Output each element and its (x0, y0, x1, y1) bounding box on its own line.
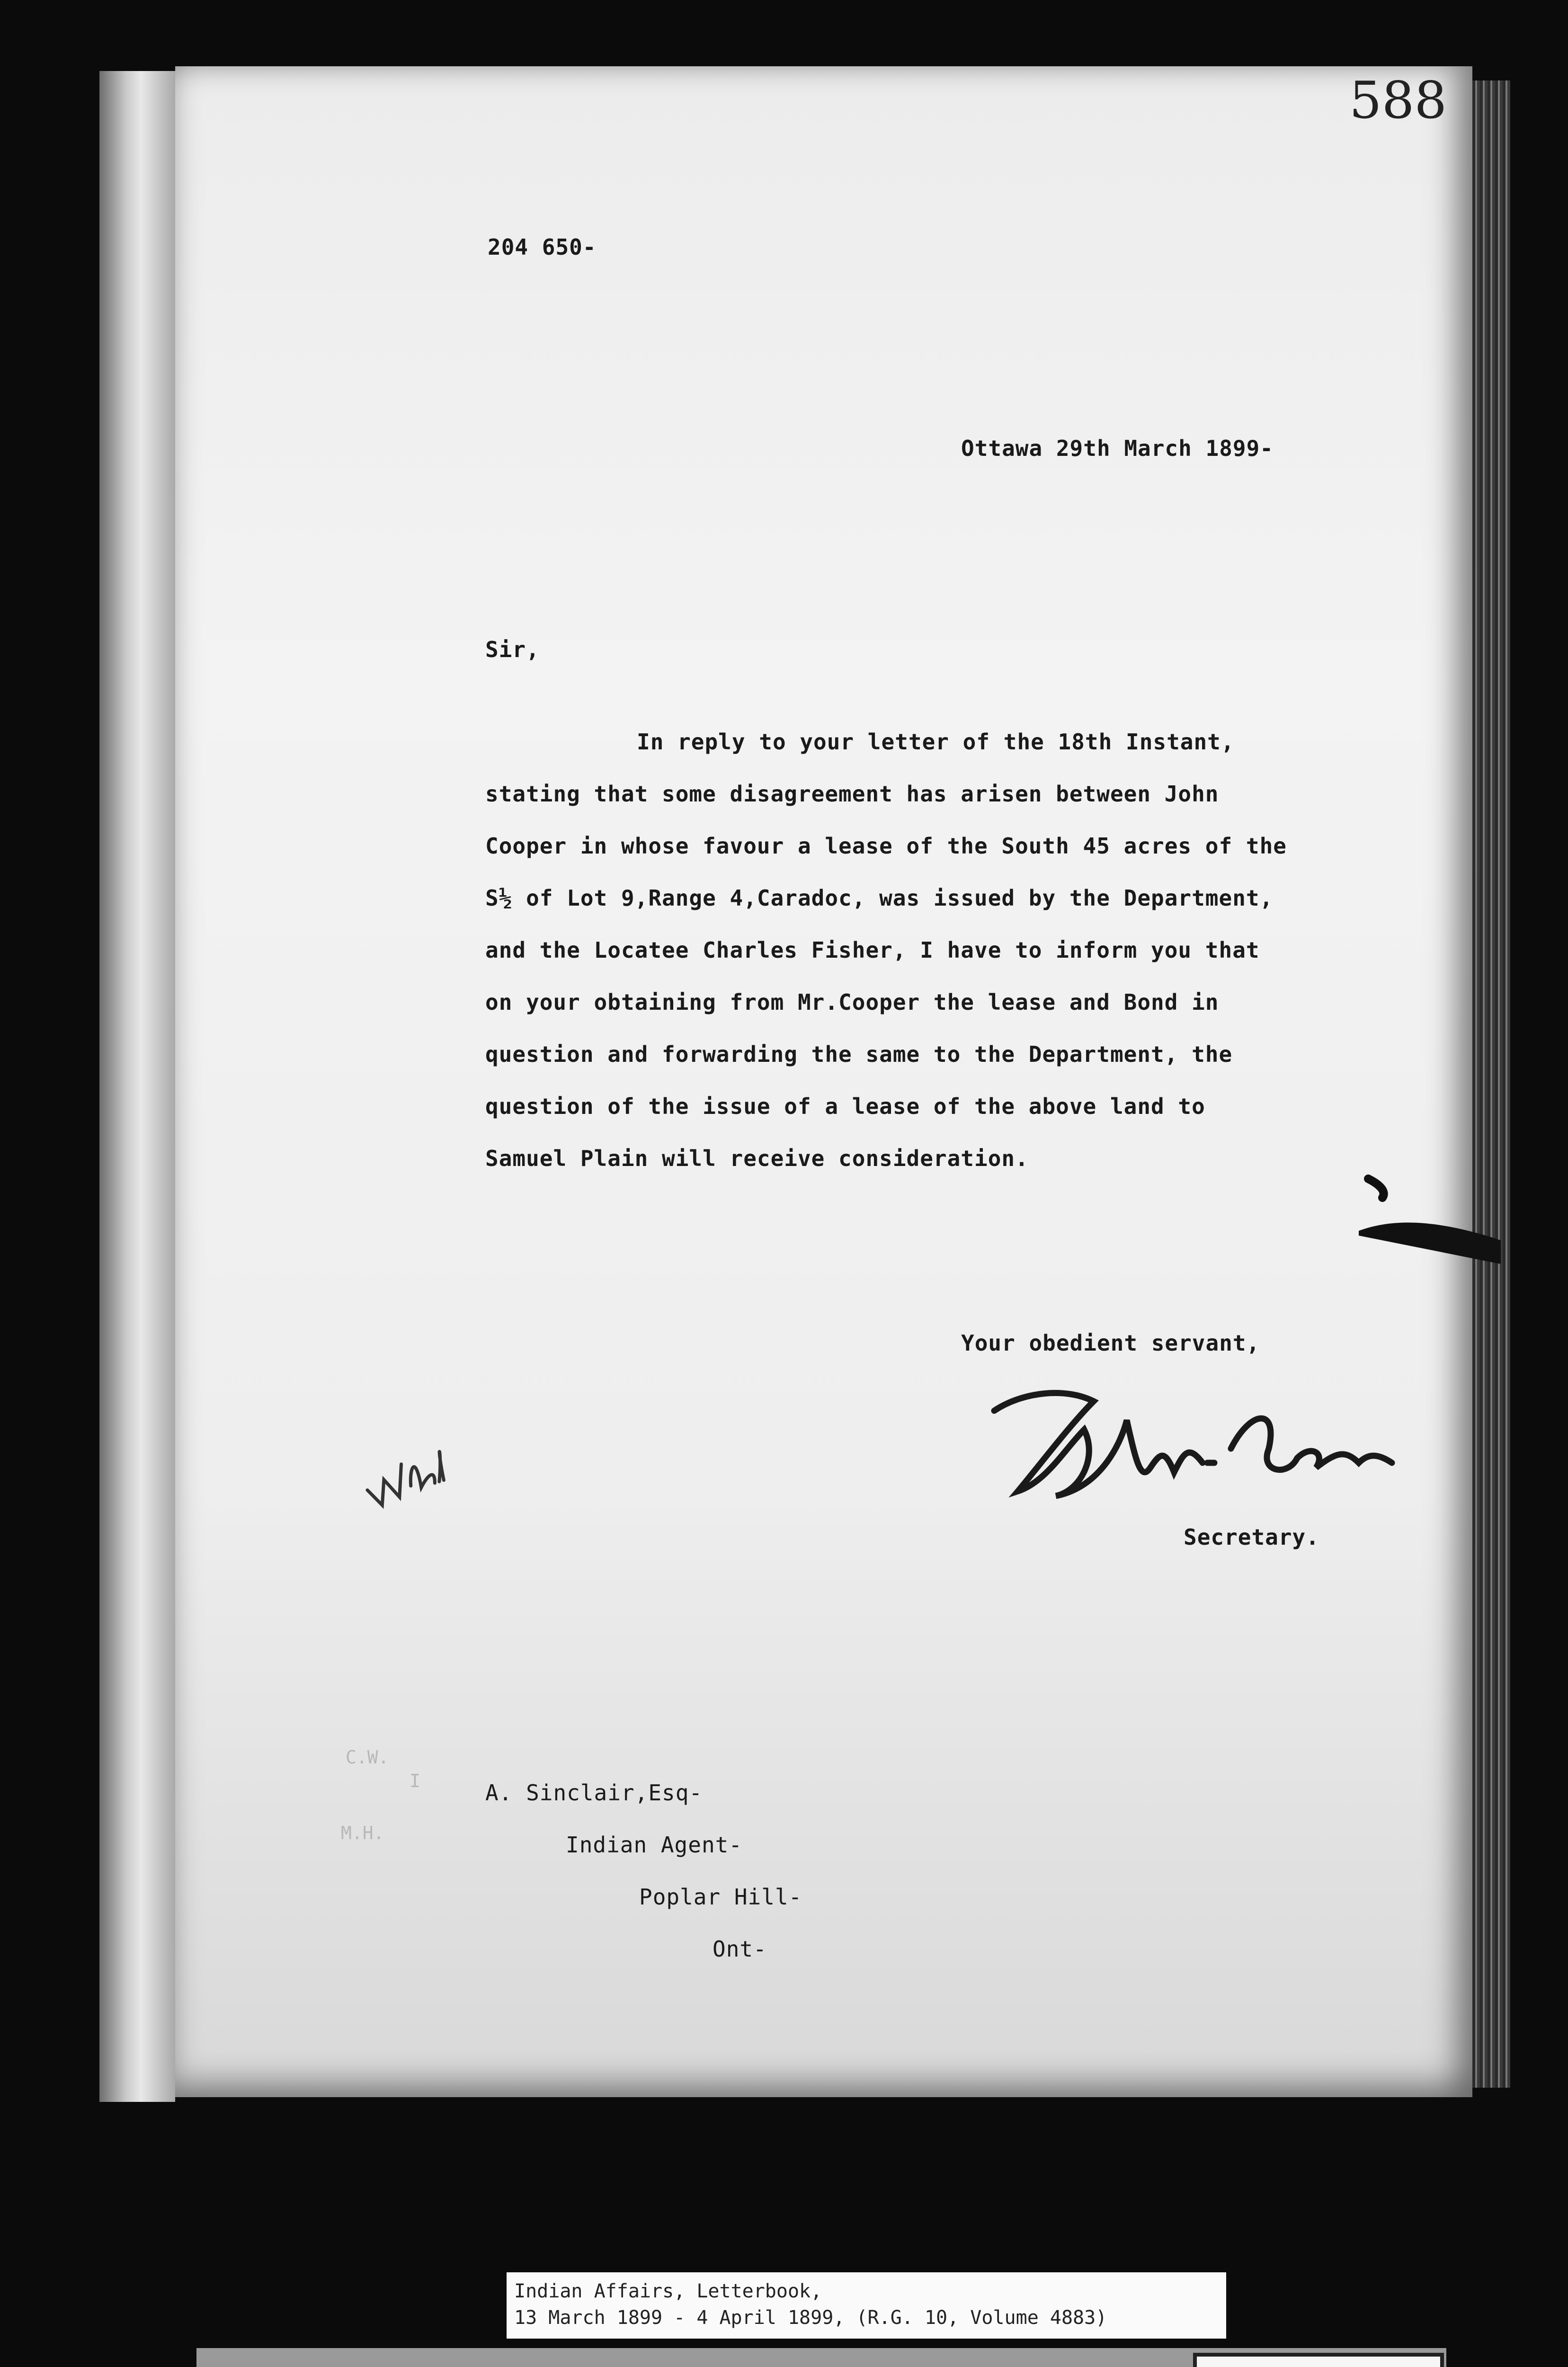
margin-initials (360, 1439, 454, 1512)
body-line: Cooper in whose favour a lease of the South 45 acres of the (485, 833, 1287, 859)
addressee-line: Indian Agent- (566, 1832, 743, 1858)
page-number: 588 (1349, 71, 1447, 130)
poor-copy-label (1193, 2353, 1444, 2367)
margin-initials-graphic (360, 1439, 454, 1510)
body-line: question and forwarding the same to the Department, the (485, 1041, 1233, 1067)
body-line: stating that some disagreement has arisen between John (485, 781, 1219, 807)
pen-tip (1359, 1169, 1501, 1264)
caption-line: 13 March 1899 - 4 April 1899, (R.G. 10, Volume 4883) (514, 2307, 1107, 2329)
body-line: question of the issue of a lease of the above land to (485, 1094, 1205, 1119)
signatory-title: Secretary. (1184, 1524, 1319, 1550)
page-edges (1472, 80, 1510, 2088)
salutation: Sir, (485, 637, 540, 662)
body-line: In reply to your letter of the 18th Instant, (637, 729, 1235, 755)
faint-mark: C.W. (346, 1747, 389, 1768)
faint-mark: M.H. (341, 1823, 384, 1843)
caption-line: Indian Affairs, Letterbook, (514, 2280, 822, 2302)
body-line: and the Locatee Charles Fisher, I have to inform you that (485, 937, 1260, 963)
addressee-name: A. Sinclair,Esq- (485, 1780, 703, 1806)
addressee-line: Ont- (713, 1936, 767, 1962)
handwritten-signature (985, 1382, 1411, 1524)
archive-caption (507, 2272, 1226, 2339)
letter-date: Ottawa 29th March 1899- (961, 436, 1274, 461)
book-binding (99, 71, 175, 2102)
body-line: on your obtaining from Mr.Cooper the lease and Bond in (485, 989, 1219, 1015)
faint-mark: I (410, 1771, 420, 1791)
letter-page (175, 66, 1472, 2097)
closing: Your obedient servant, (961, 1330, 1260, 1356)
body-line: S½ of Lot 9,Range 4,Caradoc, was issued by the Department, (485, 885, 1274, 911)
body-line: Samuel Plain will receive consideration. (485, 1146, 1029, 1171)
addressee-line: Poplar Hill- (639, 1884, 802, 1910)
reference-number: 204 650- (488, 234, 597, 260)
